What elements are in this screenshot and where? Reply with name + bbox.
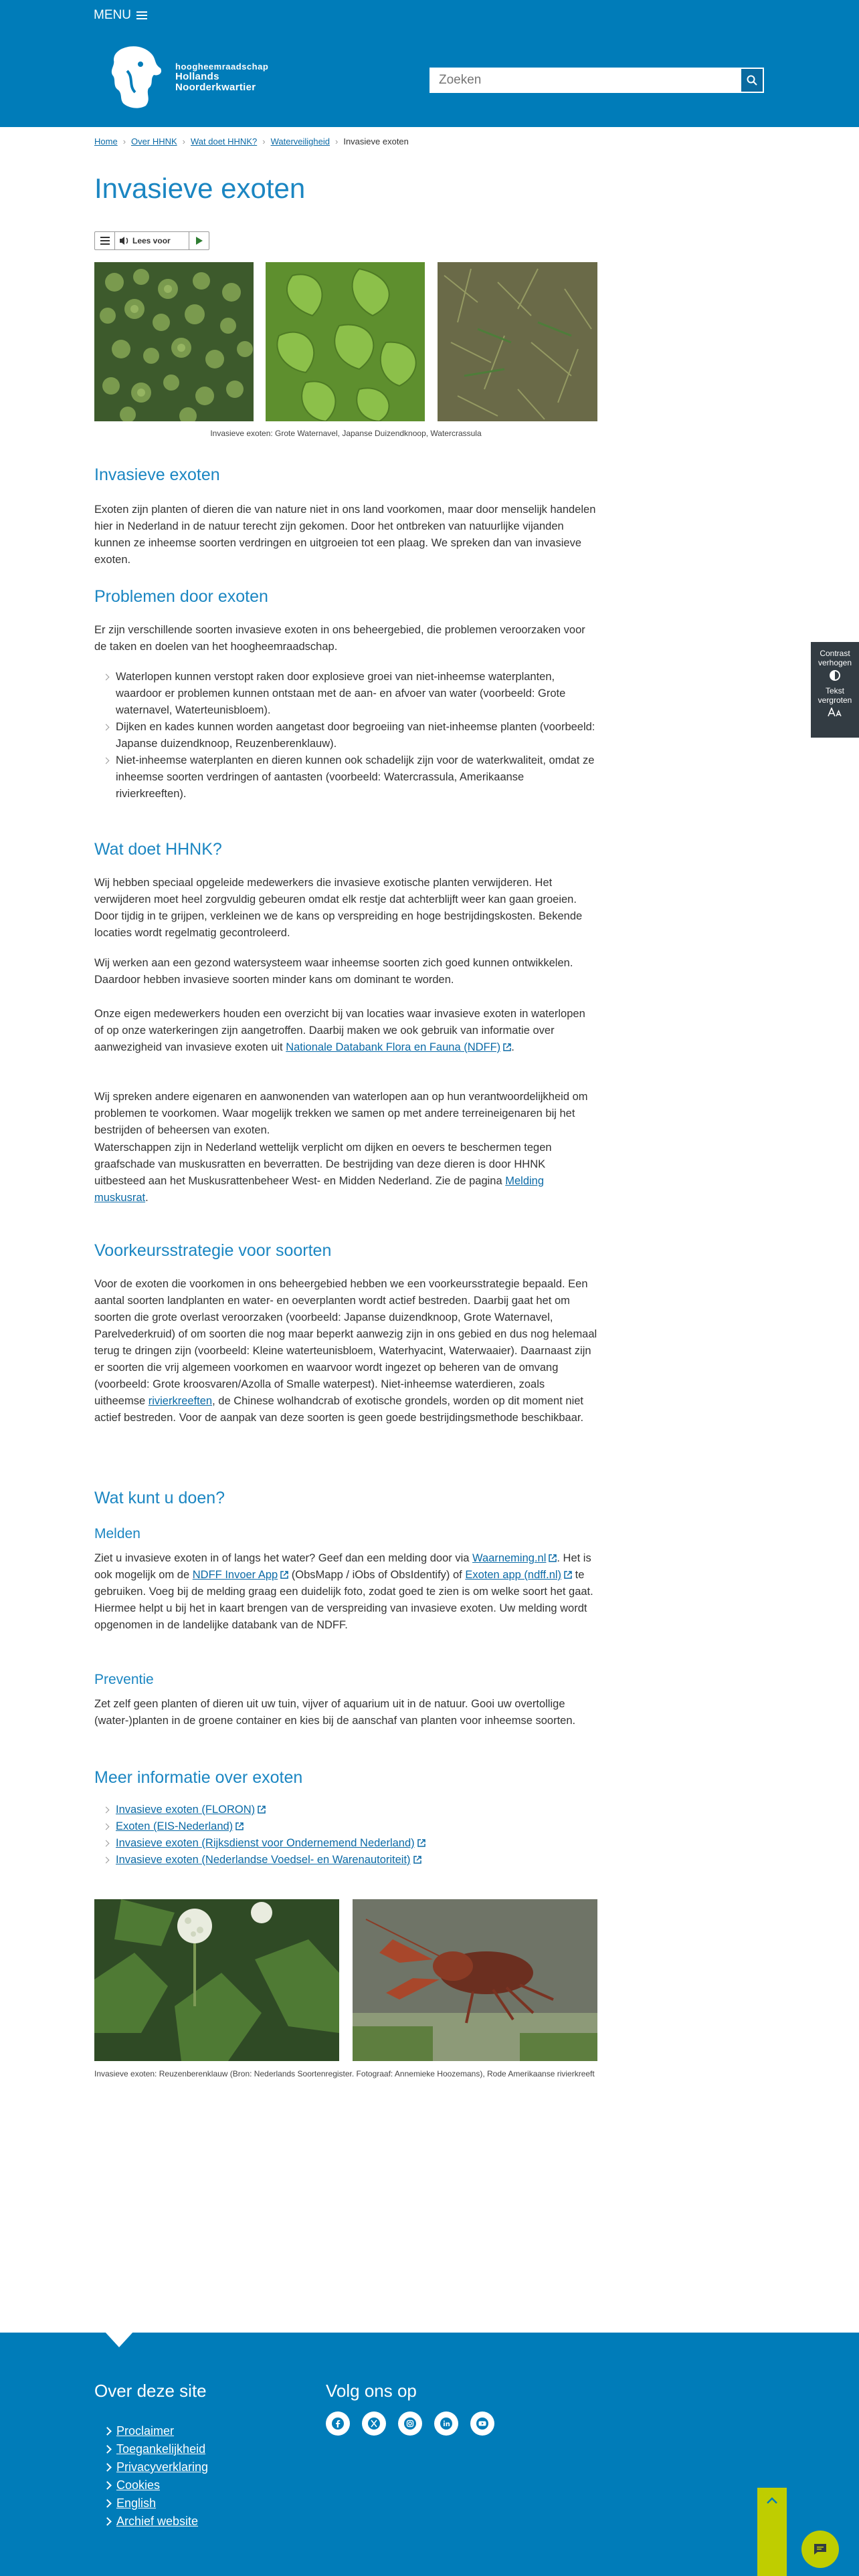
voorkeursstrategie-paragraph bbox=[94, 1276, 597, 1426]
section-heading-invasieve-exoten: Invasieve exoten bbox=[94, 465, 220, 484]
accessibility-toolbar bbox=[811, 642, 859, 738]
facebook-icon[interactable] bbox=[326, 2411, 350, 2436]
readspeaker-widget bbox=[94, 231, 209, 250]
list-item bbox=[104, 2494, 208, 2512]
breadcrumb-wat-doet-hhnk[interactable]: Wat doet HHNK? bbox=[191, 136, 258, 146]
external-link-icon bbox=[258, 1806, 266, 1814]
photo-watercrassula bbox=[438, 262, 597, 421]
instagram-icon[interactable] bbox=[398, 2411, 422, 2436]
external-link-icon bbox=[503, 1043, 511, 1051]
wat-doet-paragraph-1: Wij hebben speciaal opgeleide medewerkers die invasieve exotische planten verwijderen. Het verwijderen moet heel zorgvuldig gebeuren omdat elk restje dat achterblijft weer kan gaan groeien. Door tijdig in te grijpen, verkleinen we de kans op verspreiding en hoge bestrijdingskosten. Bekende locaties wordt regelmatig gecontroleerd. bbox=[94, 877, 583, 939]
wat-doet-paragraph-4: Wij spreken andere eigenaren en aanwonenden van waterlopen aan op hun verantwoordelijkheid om problemen te voorkomen. Waar mogelijk trekken we samen op met andere terreineigenaren bij het bestrijden of beheersen van exoten. bbox=[94, 1091, 588, 1136]
list-item bbox=[104, 2512, 208, 2531]
subheading-preventie: Preventie bbox=[94, 1672, 154, 1687]
back-to-top-button[interactable] bbox=[757, 2488, 787, 2576]
eis-nederland-link[interactable]: Exoten (EIS-Nederland) bbox=[116, 1820, 233, 1832]
external-link-icon bbox=[549, 1554, 557, 1562]
footer-about-title: Over deze site bbox=[94, 2381, 207, 2401]
social-links bbox=[326, 2411, 494, 2436]
photo-reuzenberenklauw bbox=[94, 1899, 339, 2061]
search-icon bbox=[747, 75, 757, 86]
list-item: Waterlopen kunnen verstopt raken door explosieve groei van niet-inheemse waterplanten, waardoor er problemen kunnen ontstaan met de aan- en afvoer van water (voorbeeld: Grote waternavel, Waterteunisbloem). bbox=[110, 669, 597, 719]
ndff-invoer-app-link[interactable]: NDFF Invoer App bbox=[192, 1569, 278, 1581]
search-button[interactable] bbox=[740, 68, 764, 93]
list-item bbox=[104, 2476, 208, 2494]
x-icon[interactable] bbox=[362, 2411, 386, 2436]
problemen-paragraph: Er zijn verschillende soorten invasieve exoten in ons beheergebied, die problemen veroorzaken voor de taken en doelen van het hoogheemraadschap. bbox=[94, 624, 585, 653]
rivierkreeften-link[interactable]: rivierkreeften bbox=[148, 1395, 213, 1407]
wat-doet-paragraph-2: Wij werken aan een gezond watersysteem waar inheemse soorten zich goed kunnen ontwikkelen. Daardoor hebben invasieve soorten minder kans om dominant te worden. bbox=[94, 957, 573, 986]
text-size-button[interactable] bbox=[811, 686, 859, 719]
text: Waterschappen zijn in Nederland wettelijk verplicht om dijken en oevers te beschermen tegen graafschade van muskusratten en beverratten. De bestrijding van deze dieren is door HHNK uitbesteed aan het Muskusrattenbeheer West- en Midden Nederland. Zie de pagina bbox=[94, 1142, 552, 1187]
list-item bbox=[104, 2422, 208, 2440]
list-item bbox=[110, 1835, 597, 1852]
photo-grote-waternavel bbox=[94, 262, 254, 421]
text: (ObsMapp / iObs of ObsIdentify) of bbox=[288, 1569, 466, 1581]
logo-lion-icon bbox=[107, 44, 166, 111]
logo-line-1: hoogheemraadschap bbox=[175, 62, 269, 72]
menu-label: MENU bbox=[94, 8, 131, 22]
contrast-label: Contrast verhogen bbox=[818, 649, 852, 667]
footer-link-privacyverklaring[interactable]: Privacyverklaring bbox=[116, 2460, 209, 2474]
chat-button[interactable] bbox=[801, 2531, 839, 2568]
speaker-icon bbox=[119, 236, 130, 245]
external-link-icon bbox=[235, 1822, 244, 1830]
intro-paragraph: Exoten zijn planten of dieren die van nature niet in ons land voorkomen, maar door menselijk handelen hier in Nederland in de natuur terecht zijn gekomen. Door het ontbreken van natuurlijke vijanden kunnen ze inheemse soorten verdringen en uitgroeien tot een plaag. We spreken dan van invasieve exoten. bbox=[94, 504, 596, 566]
logo-line-2: Hollands bbox=[175, 71, 219, 83]
youtube-icon[interactable] bbox=[470, 2411, 494, 2436]
list-item bbox=[104, 2440, 208, 2458]
nvwa-link[interactable]: Invasieve exoten (Nederlandse Voedsel- en Warenautoriteit) bbox=[116, 1854, 411, 1866]
site-header bbox=[0, 0, 859, 127]
text-size-label: Tekst vergroten bbox=[818, 686, 852, 705]
footer-link-cookies[interactable]: Cookies bbox=[116, 2478, 161, 2492]
top-photo-caption: Invasieve exoten: Grote Waternavel, Japanse Duizendknoop, Watercrassula bbox=[210, 429, 482, 438]
list-item bbox=[110, 1818, 597, 1835]
footer-link-archief[interactable]: Archief website bbox=[116, 2514, 199, 2528]
melden-paragraph bbox=[94, 1550, 597, 1634]
ndff-link[interactable]: Nationale Databank Flora en Fauna (NDFF) bbox=[286, 1041, 501, 1053]
section-heading-voorkeursstrategie: Voorkeursstrategie voor soorten bbox=[94, 1241, 332, 1260]
site-footer bbox=[0, 2333, 859, 2576]
search-input[interactable] bbox=[430, 68, 740, 93]
footer-notch bbox=[104, 2331, 134, 2347]
text: Ziet u invasieve exoten in of langs het water? Geef dan een melding door via bbox=[94, 1552, 473, 1564]
chevron-up-icon bbox=[767, 2497, 777, 2504]
readspeaker-menu-button[interactable] bbox=[95, 232, 115, 249]
breadcrumb-waterveiligheid[interactable]: Waterveiligheid bbox=[270, 136, 330, 146]
site-logo[interactable] bbox=[107, 44, 268, 111]
footer-link-english[interactable]: English bbox=[116, 2496, 157, 2510]
logo-line-3: Noorderkwartier bbox=[175, 81, 256, 93]
rvo-link[interactable]: Invasieve exoten (Rijksdienst voor Ondernemend Nederland) bbox=[116, 1837, 415, 1849]
linkedin-icon[interactable] bbox=[434, 2411, 458, 2436]
meer-informatie-list bbox=[110, 1802, 597, 1868]
waarneming-link[interactable]: Waarneming.nl bbox=[472, 1552, 547, 1564]
melding-muskusrat-link[interactable]: Melding muskusrat bbox=[94, 1175, 545, 1204]
problemen-list bbox=[110, 669, 597, 802]
chevron-right-icon: › bbox=[122, 136, 126, 146]
list-item: Niet-inheemse waterplanten en dieren kunnen ook schadelijk zijn voor de waterkwaliteit, omdat ze inheemse soorten verdringen of aantasten (voorbeeld: Watercrassula, Amerikaanse rivierkreeften). bbox=[110, 752, 597, 802]
chat-bubble-icon bbox=[812, 2541, 828, 2557]
text-size-icon bbox=[828, 708, 842, 717]
text: Voor de exoten die voorkomen in ons beheergebied hebben we een voorkeursstrategie bepaald. Een aantal soorten landplanten en water- en oeverplanten wordt actief bestreden. Daarbij gaat het om soorten die grote overlast veroorzaken (voorbeeld: Japanse duizendknoop, Grote Waternavel, Parelvederkruid) of om soorten die nog maar beperkt aanwezig zijn in ons gebied en dus nog helemaal terug te dringen zijn (voorbeeld: Kleine waterteunisbloem, Waterhyacint, Waterwaaier). Daarnaast zijn er soorten die vrij algemeen voorkomen en waarvoor wordt ingezet op beheren van de omvang (voorbeeld: Grote kroosvaren/Azolla of Smalle waterpest). Niet-inheemse waterdieren, zoals uitheemse bbox=[94, 1278, 597, 1407]
hamburger-icon bbox=[136, 11, 147, 19]
section-heading-wat-doet-hhnk: Wat doet HHNK? bbox=[94, 840, 222, 859]
exoten-app-link[interactable]: Exoten app (ndff.nl) bbox=[465, 1569, 562, 1581]
external-link-icon bbox=[413, 1856, 421, 1864]
chevron-right-icon: › bbox=[335, 136, 339, 146]
breadcrumb-home[interactable]: Home bbox=[94, 136, 118, 146]
photo-japanse-duizendknoop bbox=[266, 262, 425, 421]
breadcrumb-over-hhnk[interactable]: Over HHNK bbox=[131, 136, 177, 146]
page-title: Invasieve exoten bbox=[94, 173, 306, 204]
chevron-right-icon: › bbox=[262, 136, 266, 146]
list-item bbox=[110, 1802, 597, 1818]
wat-doet-paragraph-3: Onze eigen medewerkers houden een overzicht bij van locaties waar invasieve exoten in waterlopen of op onze waterkeringen zijn aangetroffen. Daarbij maken we ook gebruik van informatie over aanwezigheid van invasieve exoten uit Nationale Databank Flora en Fauna (NDFF) . bbox=[94, 1008, 585, 1053]
section-heading-wat-kunt-u-doen: Wat kunt u doen? bbox=[94, 1489, 225, 1507]
subheading-melden: Melden bbox=[94, 1526, 140, 1541]
readspeaker-play-button[interactable] bbox=[189, 232, 209, 249]
footer-follow-title: Volg ons op bbox=[326, 2381, 417, 2401]
section-heading-meer-informatie: Meer informatie over exoten bbox=[94, 1768, 303, 1787]
contrast-icon bbox=[830, 670, 840, 681]
play-icon bbox=[196, 237, 203, 245]
text: , de Chinese wolhandcrab of exotische grondels, worden op dit moment niet actief bestreden. Voor de aanpak van deze soorten is geen goede bestrijdingsmethode beschikbaar. bbox=[94, 1395, 584, 1424]
section-heading-problemen: Problemen door exoten bbox=[94, 587, 268, 606]
photo-rode-amerikaanse-rivierkreeft bbox=[353, 1899, 597, 2061]
preventie-paragraph: Zet zelf geen planten of dieren uit uw tuin, vijver of aquarium uit in de natuur. Gooi uw overtollige (water-)planten in de groene container en kies bij de aanschaf van planten voor inheemse soorten. bbox=[94, 1698, 576, 1727]
breadcrumb-current: Invasieve exoten bbox=[343, 136, 409, 146]
external-link-icon bbox=[564, 1571, 572, 1579]
text: . Het is ook mogelijk om de bbox=[94, 1552, 591, 1581]
footer-link-toegankelijkheid[interactable]: Toegankelijkheid bbox=[116, 2442, 206, 2456]
search-bar bbox=[430, 68, 764, 93]
contrast-button[interactable] bbox=[811, 649, 859, 681]
readspeaker-label: Lees voor bbox=[132, 236, 171, 245]
list-item: Dijken en kades kunnen worden aangetast door begroeiing van niet-inheemse planten (voorbeeld: Japanse duizendknoop, Reuzenberenklauw). bbox=[110, 719, 597, 752]
external-link-icon bbox=[417, 1839, 425, 1847]
bottom-photo-caption: Invasieve exoten: Reuzenberenklauw (Bron: Nederlands Soortenregister. Fotograaf: Annemieke Hoozemans), Rode Amerikaanse rivierkreeft bbox=[94, 2069, 595, 2078]
wat-doet-paragraph-5: Waterschappen zijn in Nederland wettelijk verplicht om dijken en oevers te beschermen tegen graafschade van muskusratten en beverratten. De bestrijding van deze dieren is door HHNK uitbesteed aan het Muskusrattenbeheer West- en Midden Nederland. Zie de pagina Melding muskusrat. bbox=[94, 1142, 552, 1204]
list-item bbox=[104, 2458, 208, 2476]
list-item bbox=[110, 1852, 597, 1868]
readspeaker-read-button[interactable] bbox=[115, 236, 189, 245]
chevron-right-icon: › bbox=[182, 136, 185, 146]
footer-link-proclaimer[interactable]: Proclaimer bbox=[116, 2424, 175, 2438]
footer-about-links bbox=[104, 2422, 208, 2531]
text: Onze eigen medewerkers houden een overzicht bij van locaties waar invasieve exoten in waterlopen of op onze waterkeringen zijn aangetroffen. Daarbij maken we ook gebruik van informatie over aanwezigheid van invasieve exoten uit bbox=[94, 1008, 585, 1053]
floron-link[interactable]: Invasieve exoten (FLORON) bbox=[116, 1804, 256, 1816]
breadcrumb bbox=[94, 136, 409, 146]
menu-icon bbox=[100, 237, 110, 245]
external-link-icon bbox=[280, 1571, 288, 1579]
menu-button[interactable] bbox=[94, 8, 147, 23]
text: te gebruiken. Voeg bij de melding graag een duidelijk foto, zodat goed te zien is om welke soort het gaat. Hiermee helpt u bij het in kaart brengen van de verspreiding van invasieve exoten. Uw melding wordt opgenomen in de landelijke databank van de NDFF. bbox=[94, 1569, 593, 1631]
